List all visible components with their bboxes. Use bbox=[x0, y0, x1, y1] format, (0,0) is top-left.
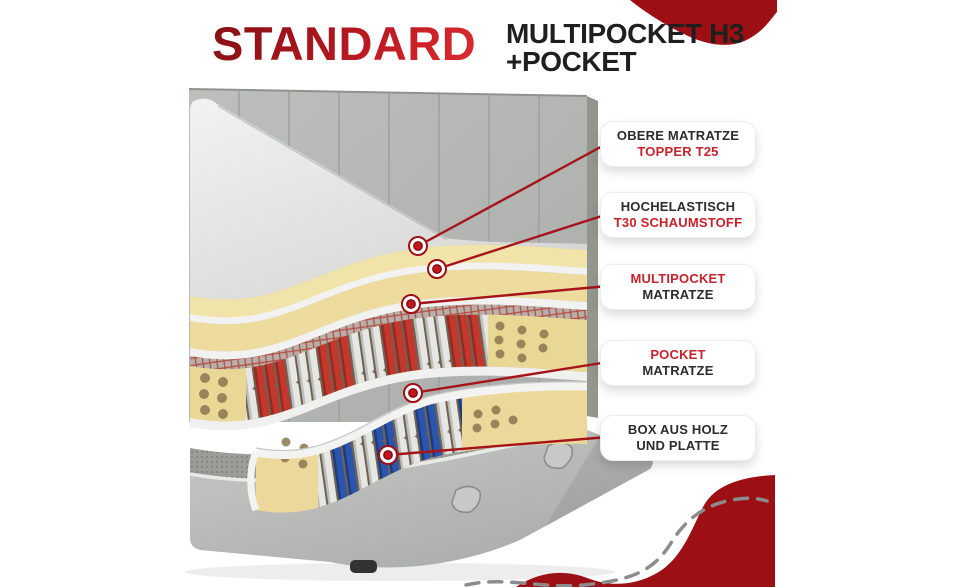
subtitle-line-1: MULTIPOCKET H3 bbox=[506, 18, 745, 49]
label-topper bbox=[600, 121, 756, 167]
label-line-2: T30 SCHAUMSTOFF bbox=[613, 215, 743, 230]
label-line-2: MATRATZE bbox=[642, 363, 714, 378]
page-title: STANDARD bbox=[212, 17, 477, 70]
label-pocket bbox=[600, 340, 756, 386]
label-line-1: OBERE MATRATZE bbox=[616, 128, 740, 143]
callout-dot-icon bbox=[402, 295, 420, 313]
label-multipocket bbox=[600, 264, 756, 310]
label-line-2: TOPPER T25 bbox=[637, 144, 719, 159]
label-line-1: BOX AUS HOLZ bbox=[627, 422, 729, 437]
label-line-1: MULTIPOCKET bbox=[630, 271, 726, 286]
callout-dot-icon bbox=[409, 237, 427, 255]
label-box bbox=[600, 415, 756, 461]
label-line-2: UND PLATTE bbox=[636, 438, 720, 453]
label-line-1: HOCHELASTISCH bbox=[620, 199, 736, 214]
box-foot bbox=[350, 560, 377, 573]
label-foam bbox=[600, 192, 756, 238]
callout-dot-icon bbox=[404, 384, 422, 402]
page-subtitle bbox=[506, 20, 744, 76]
subtitle-line-2: +POCKET bbox=[506, 46, 637, 77]
callout-dot-icon bbox=[428, 260, 446, 278]
label-line-1: POCKET bbox=[650, 347, 706, 362]
label-line-2: MATRATZE bbox=[642, 287, 714, 302]
callout-dot-icon bbox=[379, 446, 397, 464]
